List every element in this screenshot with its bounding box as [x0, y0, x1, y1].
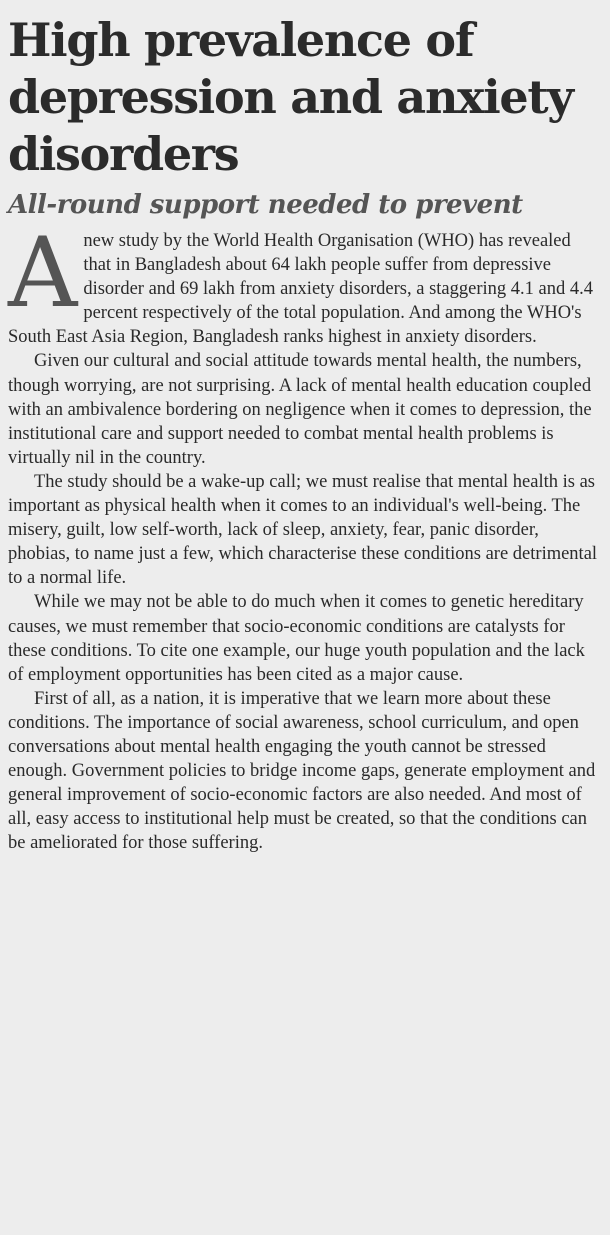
drop-cap: A	[8, 217, 78, 329]
paragraph-1-text: new study by the World Health Organisation (WHO) has revealed that in Bangladesh about 64 lakh people suffer from depressive disorder and 69 lakh from anxiety disorders, a staggering 4.1 and 4.4 percent respectively of the total population. And among the WHO's South East Asia Region, Bangladesh ranks highest in anxiety disorders.	[8, 231, 593, 348]
paragraph-3: The study should be a wake-up call; we must realise that mental health is as important as physical health when it comes to an individual's well-being. The misery, guilt, low self-worth, lack of sleep, anxiety, fear, panic disorder, phobias, to name just a few, which characterise these conditions are detrimental to a normal life.	[8, 471, 598, 589]
paragraph-5: First of all, as a nation, it is imperative that we learn more about these conditions. The importance of social awareness, school curriculum, and open conversations about mental health engaging the youth cannot be stressed enough. Government policies to bridge income gaps, generate employment and general improvement of socio-economic factors are also needed. And most of all, easy access to institutional help must be created, so that the conditions can be ameliorated for those suffering.	[8, 688, 596, 854]
paragraph-1	[8, 217, 602, 349]
paragraph-2: Given our cultural and social attitude towards mental health, the numbers, though worrying, are not surprising. A lack of mental health education coupled with an ambivalence bordering on negligence when it comes to depression, the institutional care and support needed to combat mental health problems is virtually nil in the country.	[8, 351, 592, 468]
paragraph-4: While we may not be able to do much when it comes to genetic hereditary causes, we must remember that socio-economic conditions are catalysts for these conditions. To cite one example, our huge youth population and the lack of employment opportunities has been cited as a major cause.	[8, 592, 585, 685]
headline: High prevalence of depression and anxiety disorders	[8, 13, 573, 181]
editorial-article	[8, 12, 602, 855]
article-body	[8, 217, 602, 855]
subheadline: All-round support needed to prevent	[8, 190, 523, 220]
